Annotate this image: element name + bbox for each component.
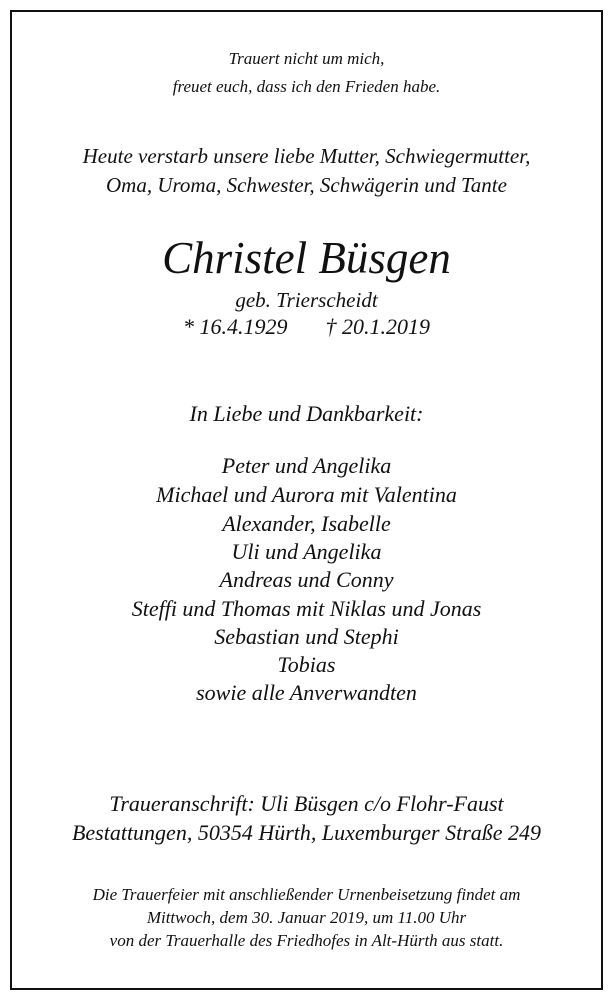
funeral-notice-line: Die Trauerfeier mit anschließender Urnenbeisetzung findet am xyxy=(92,885,521,904)
mourner-line: Peter und Angelika xyxy=(221,453,392,478)
funeral-notice-line: von der Trauerhalle des Friedhofes in Alt-Hürth aus statt. xyxy=(109,931,504,950)
motto-line: freuet euch, dass ich den Frieden habe. xyxy=(172,77,441,96)
address-line: Bestattungen, 50354 Hürth, Luxemburger Straße 249 xyxy=(71,820,542,845)
address-line: Traueranschrift: Uli Büsgen c/o Flohr-Faust xyxy=(109,791,504,816)
mourner-line: Michael und Aurora mit Valentina xyxy=(156,482,457,507)
mourner-line: Uli und Angelika xyxy=(231,539,382,564)
mourner-line: Sebastian und Stephi xyxy=(214,624,399,649)
thanks-heading: In Liebe und Dankbarkeit: xyxy=(189,401,424,426)
life-dates xyxy=(0,314,613,340)
mourner-line: sowie alle Anverwandten xyxy=(196,680,417,705)
mourner-line: Tobias xyxy=(277,652,336,677)
mourner-line: Steffi und Thomas mit Niklas und Jonas xyxy=(131,596,482,621)
death-date: † 20.1.2019 xyxy=(325,314,430,339)
mourner-line: Alexander, Isabelle xyxy=(222,511,391,536)
intro-line: Heute verstarb unsere liebe Mutter, Schwiegermutter, xyxy=(82,144,531,168)
intro-line: Oma, Uroma, Schwester, Schwägerin und Tante xyxy=(106,173,507,197)
birth-date: * 16.4.1929 xyxy=(183,314,288,339)
deceased-name: Christel Büsgen xyxy=(162,233,451,283)
birth-name: geb. Trierscheidt xyxy=(235,288,378,312)
mourner-line: Andreas und Conny xyxy=(219,567,394,592)
funeral-notice-line: Mittwoch, dem 30. Januar 2019, um 11.00 Uhr xyxy=(146,908,467,927)
motto-line: Trauert nicht um mich, xyxy=(228,49,385,68)
